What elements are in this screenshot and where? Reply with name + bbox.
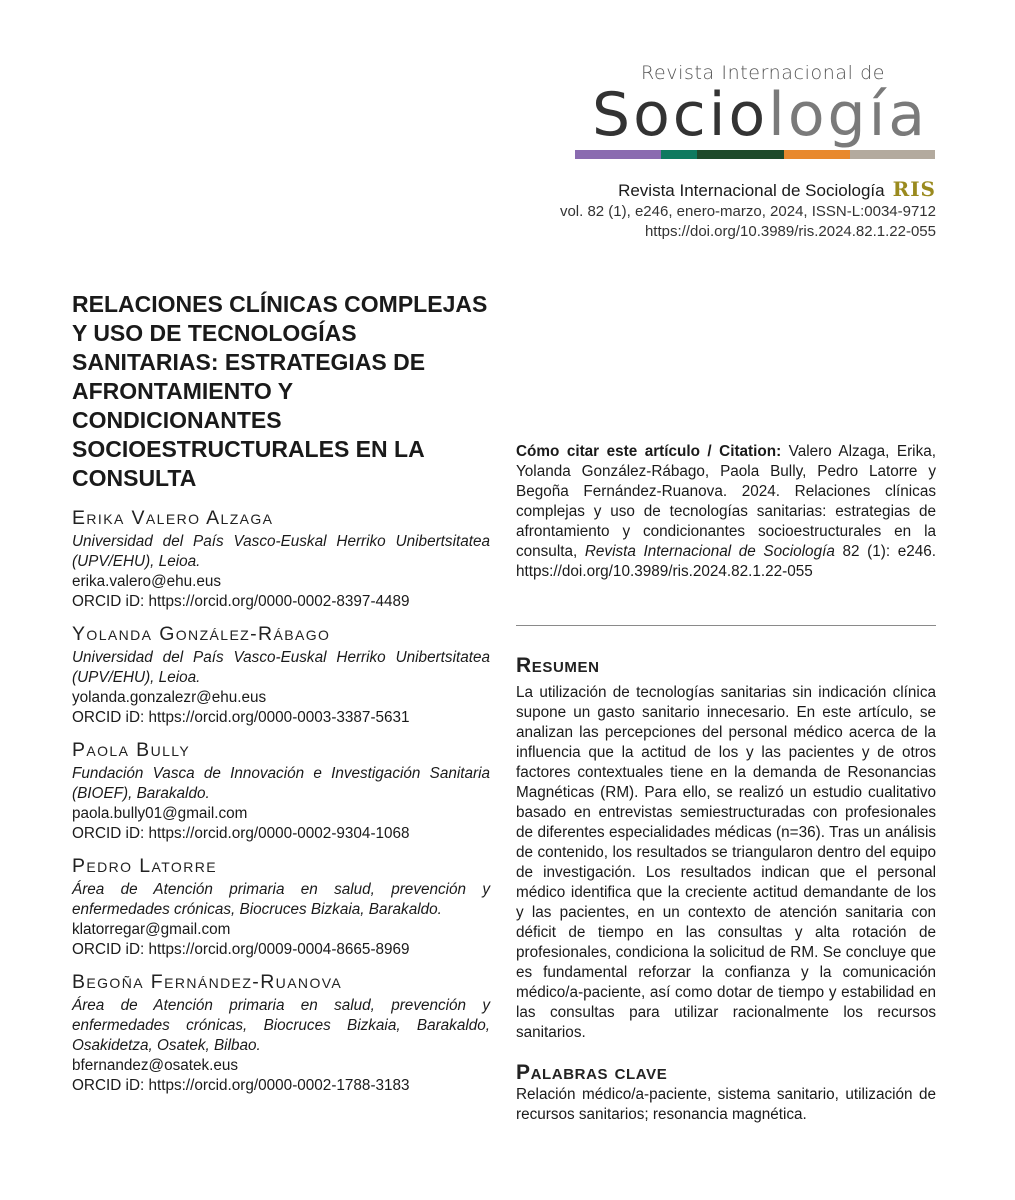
color-bar-segment xyxy=(784,150,850,159)
author-entry xyxy=(72,854,490,960)
author-orcid[interactable]: ORCID iD: https://orcid.org/0000-0003-3387-5631 xyxy=(72,709,410,726)
author-name: Erika Valero Alzaga xyxy=(72,507,274,529)
author-affiliation: Universidad del País Vasco-Euskal Herriko Unibertsitatea (UPV/EHU), Leioa. xyxy=(72,533,490,570)
author-email[interactable]: klatorregar@gmail.com xyxy=(72,921,231,938)
keywords-heading: Palabras clave xyxy=(516,1061,668,1084)
author-email[interactable]: bfernandez@osatek.eus xyxy=(72,1057,239,1074)
citation-divider xyxy=(516,625,936,626)
author-orcid[interactable]: ORCID iD: https://orcid.org/0000-0002-9304-1068 xyxy=(72,825,410,842)
journal-meta xyxy=(516,178,936,242)
author-affiliation: Área de Atención primaria en salud, prevención y enfermedades crónicas, Biocruces Bizkaia, Barakaldo, Osakidetza, Osatek, Bilbao. xyxy=(72,997,490,1054)
color-bar-segment xyxy=(850,150,935,159)
author-orcid[interactable]: ORCID iD: https://orcid.org/0000-0002-1788-3183 xyxy=(72,1077,410,1094)
abstract-heading: Resumen xyxy=(516,654,600,677)
journal-name-large xyxy=(592,78,932,152)
author-orcid[interactable]: ORCID iD: https://orcid.org/0009-0004-8665-8969 xyxy=(72,941,410,958)
color-bar xyxy=(575,150,935,159)
author-affiliation: Área de Atención primaria en salud, prevención y enfermedades crónicas, Biocruces Bizkaia, Barakaldo. xyxy=(72,881,490,918)
author-entry xyxy=(72,506,490,612)
doi-link[interactable]: https://doi.org/10.3989/ris.2024.82.1.22-055 xyxy=(644,223,936,240)
author-entry xyxy=(72,970,490,1096)
keywords-text: Relación médico/a-paciente, sistema sanitario, utilización de recursos sanitarios; resonancia magnética. xyxy=(516,1086,936,1123)
journal-name-large-part2: logía xyxy=(768,80,929,150)
author-email[interactable]: paola.bully01@gmail.com xyxy=(72,805,248,822)
citation-text: Valero Alzaga, Erika, Yolanda González-Rábago, Paola Bully, Pedro Latorre y Begoña Fernández-Ruanova. 2024. Relaciones clínicas complejas y uso de tecnologías sanitarias: estrategias de afrontamiento y condicionantes socioestructurales en la consulta, xyxy=(516,443,936,560)
journal-meta-name: Revista Internacional de Sociología xyxy=(618,181,885,200)
journal-name-large-part1: Socio xyxy=(592,80,769,150)
journal-name-small: Revista Internacional de xyxy=(641,62,886,84)
author-entry xyxy=(72,738,490,844)
color-bar-segment xyxy=(661,150,697,159)
ris-logo: RIS xyxy=(892,177,936,201)
citation-journal: Revista Internacional de Sociología xyxy=(584,543,835,560)
author-list xyxy=(72,506,490,1106)
color-bar-segment xyxy=(697,150,784,159)
author-email[interactable]: yolanda.gonzalezr@ehu.eus xyxy=(72,689,267,706)
author-email[interactable]: erika.valero@ehu.eus xyxy=(72,573,222,590)
journal-meta-title-line xyxy=(516,178,936,202)
article-title: RELACIONES CLÍNICAS COMPLEJAS Y USO DE TECNOLOGÍAS SANITARIAS: ESTRATEGIAS DE AFRONTAMIENTO Y CONDICIONANTES SOCIOESTRUCTURALES EN LA CONSULTA xyxy=(72,291,488,491)
abstract-text: La utilización de tecnologías sanitarias sin indicación clínica supone un gasto sanitario innecesario. En este artículo, se analizan las percepciones del personal médico acerca de la influencia que la actitud de los y las pacientes y de otros factores contextuales tiene en la demanda de Resonancias Magnéticas (RM). Para ello, se realizó un estudio cualitativo basado en entrevistas semiestructuradas con profesionales de diferentes especialidades médicas (n=36). Tras un análisis de contenido, los resultados se triangularon dentro del equipo de investigación. Los resultados indican que el personal médico identifica que la creciente actitud demandante de los y las pacientes, en un contexto de atención sanitaria con déficit de tiempo en las consultas y alta rotación de profesionales, condiciona la solicitud de RM. Se concluye que es fundamental reforzar la confianza y la comunicación médico/a-paciente, así como dotar de tiempo y estabilidad en las consultas para utilizar racionalmente los recursos sanitarios. xyxy=(516,684,936,1041)
citation xyxy=(516,442,936,582)
author-name: Yolanda González-Rábago xyxy=(72,623,331,645)
author-affiliation: Fundación Vasca de Innovación e Investigación Sanitaria (BIOEF), Barakaldo. xyxy=(72,765,490,802)
author-name: Begoña Fernández-Ruanova xyxy=(72,971,343,993)
issue-info: vol. 82 (1), e246, enero-marzo, 2024, ISSN-L:0034-9712 xyxy=(559,203,936,220)
author-orcid[interactable]: ORCID iD: https://orcid.org/0000-0002-8397-4489 xyxy=(72,593,410,610)
citation-text-end: 82 (1): e246. https://doi.org/10.3989/ris.2024.82.1.22-055 xyxy=(516,543,936,580)
citation-label: Cómo citar este artículo / Citation: xyxy=(516,443,782,460)
color-bar-segment xyxy=(575,150,661,159)
author-entry xyxy=(72,622,490,728)
author-name: Pedro Latorre xyxy=(72,855,217,877)
author-name: Paola Bully xyxy=(72,739,191,761)
author-affiliation: Universidad del País Vasco-Euskal Herriko Unibertsitatea (UPV/EHU), Leioa. xyxy=(72,649,490,686)
